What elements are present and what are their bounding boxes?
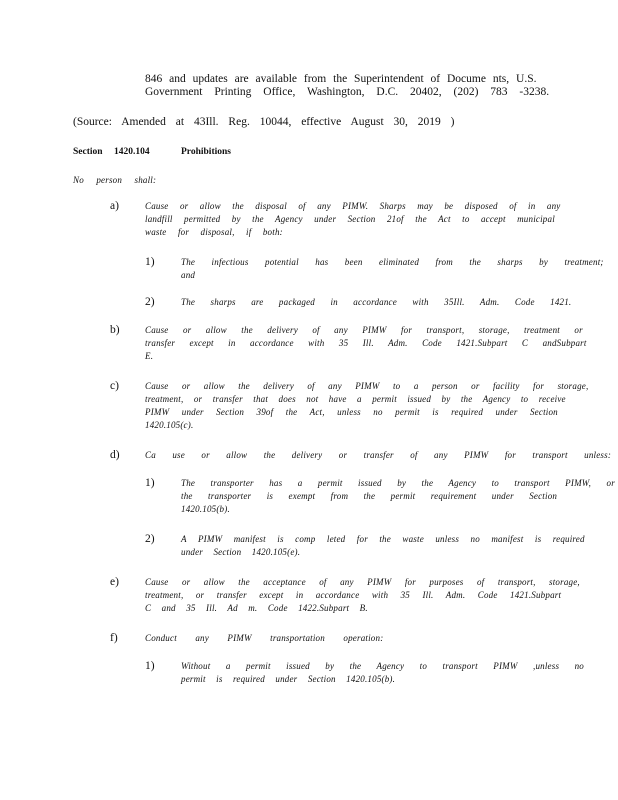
item-marker-f1: 1) <box>145 660 155 672</box>
item-marker-a1: 1) <box>145 256 155 268</box>
item-c-line-2: treatment, or transfer that does not have a permit issued by the Agency to receive <box>145 394 566 404</box>
item-b-line-2: transfer except in accordance with 35 Ill. Adm. Code 1421.Subpart C andSubpart <box>145 338 587 348</box>
section-label: Section <box>73 147 103 157</box>
section-number: 1420.104 <box>114 147 150 157</box>
item-d1-line-1: The transporter has a permit issued by the Agency to transport PIMW, or <box>181 478 615 488</box>
item-marker-a: a) <box>110 200 119 212</box>
item-marker-d1: 1) <box>145 477 155 489</box>
item-marker-b: b) <box>110 324 120 336</box>
item-a-line-1: Cause or allow the disposal of any PIMW. Sharps may be disposed of in any <box>145 201 561 211</box>
item-f-line-1: Conduct any PIMW transportation operation: <box>145 633 384 643</box>
item-b-line-1: Cause or allow the delivery of any PIMW for transport, storage, treatment or <box>145 325 583 335</box>
item-a-line-3: waste for disposal, if both: <box>145 227 283 237</box>
source-note: (Source: Amended at 43Ill. Reg. 10044, effective August 30, 2019 ) <box>73 116 455 128</box>
item-e-line-3: C and 35 Ill. Ad m. Code 1422.Subpart B. <box>145 603 368 613</box>
item-d2-line-1: A PIMW manifest is comp leted for the waste unless no manifest is required <box>181 534 585 544</box>
item-c-line-4: 1420.105(c). <box>145 420 194 430</box>
item-marker-d: d) <box>110 449 120 461</box>
item-f1-line-1: Without a permit issued by the Agency to transport PIMW ,unless no <box>181 661 585 671</box>
intro-line-1: 846 and updates are available from the Superintendent of Docume nts, U.S. <box>145 73 537 85</box>
item-d1-line-2: the transporter is exempt from the permit requirement under Section <box>181 491 558 501</box>
item-a-line-2: landfill permitted by the Agency under Section 21of the Act to accept municipal <box>145 214 555 224</box>
item-marker-d2: 2) <box>145 533 155 545</box>
item-f1-line-2: permit is required under Section 1420.105(b). <box>181 674 396 684</box>
item-e-line-2: treatment, or transfer except in accordance with 35 Ill. Adm. Code 1421.Subpart <box>145 590 562 600</box>
section-title: Prohibitions <box>181 147 231 157</box>
item-c-line-1: Cause or allow the delivery of any PIMW to a person or facility for storage, <box>145 381 589 391</box>
intro-line-2: Government Printing Office, Washington, D.C. 20402, (202) 783 -3238. <box>145 86 550 98</box>
item-a1-line-2: and <box>181 270 196 280</box>
item-marker-f: f) <box>110 632 118 644</box>
item-d2-line-2: under Section 1420.105(e). <box>181 547 301 557</box>
item-e-line-1: Cause or allow the acceptance of any PIMW for purposes of transport, storage, <box>145 577 580 587</box>
item-d1-line-3: 1420.105(b). <box>181 504 230 514</box>
item-a2-line-1: The sharps are packaged in accordance with 35Ill. Adm. Code 1421. <box>181 297 572 307</box>
item-a1-line-1: The infectious potential has been eliminated from the sharps by treatment; <box>181 257 604 267</box>
item-marker-a2: 2) <box>145 296 155 308</box>
item-marker-e: e) <box>110 576 119 588</box>
item-d-line-1: Ca use or allow the delivery or transfer of any PIMW for transport unless: <box>145 450 612 460</box>
item-marker-c: c) <box>110 380 119 392</box>
item-c-line-3: PIMW under Section 39of the Act, unless no permit is required under Section <box>145 407 558 417</box>
item-b-line-3: E. <box>145 351 154 361</box>
lead-text: No person shall: <box>73 175 157 185</box>
